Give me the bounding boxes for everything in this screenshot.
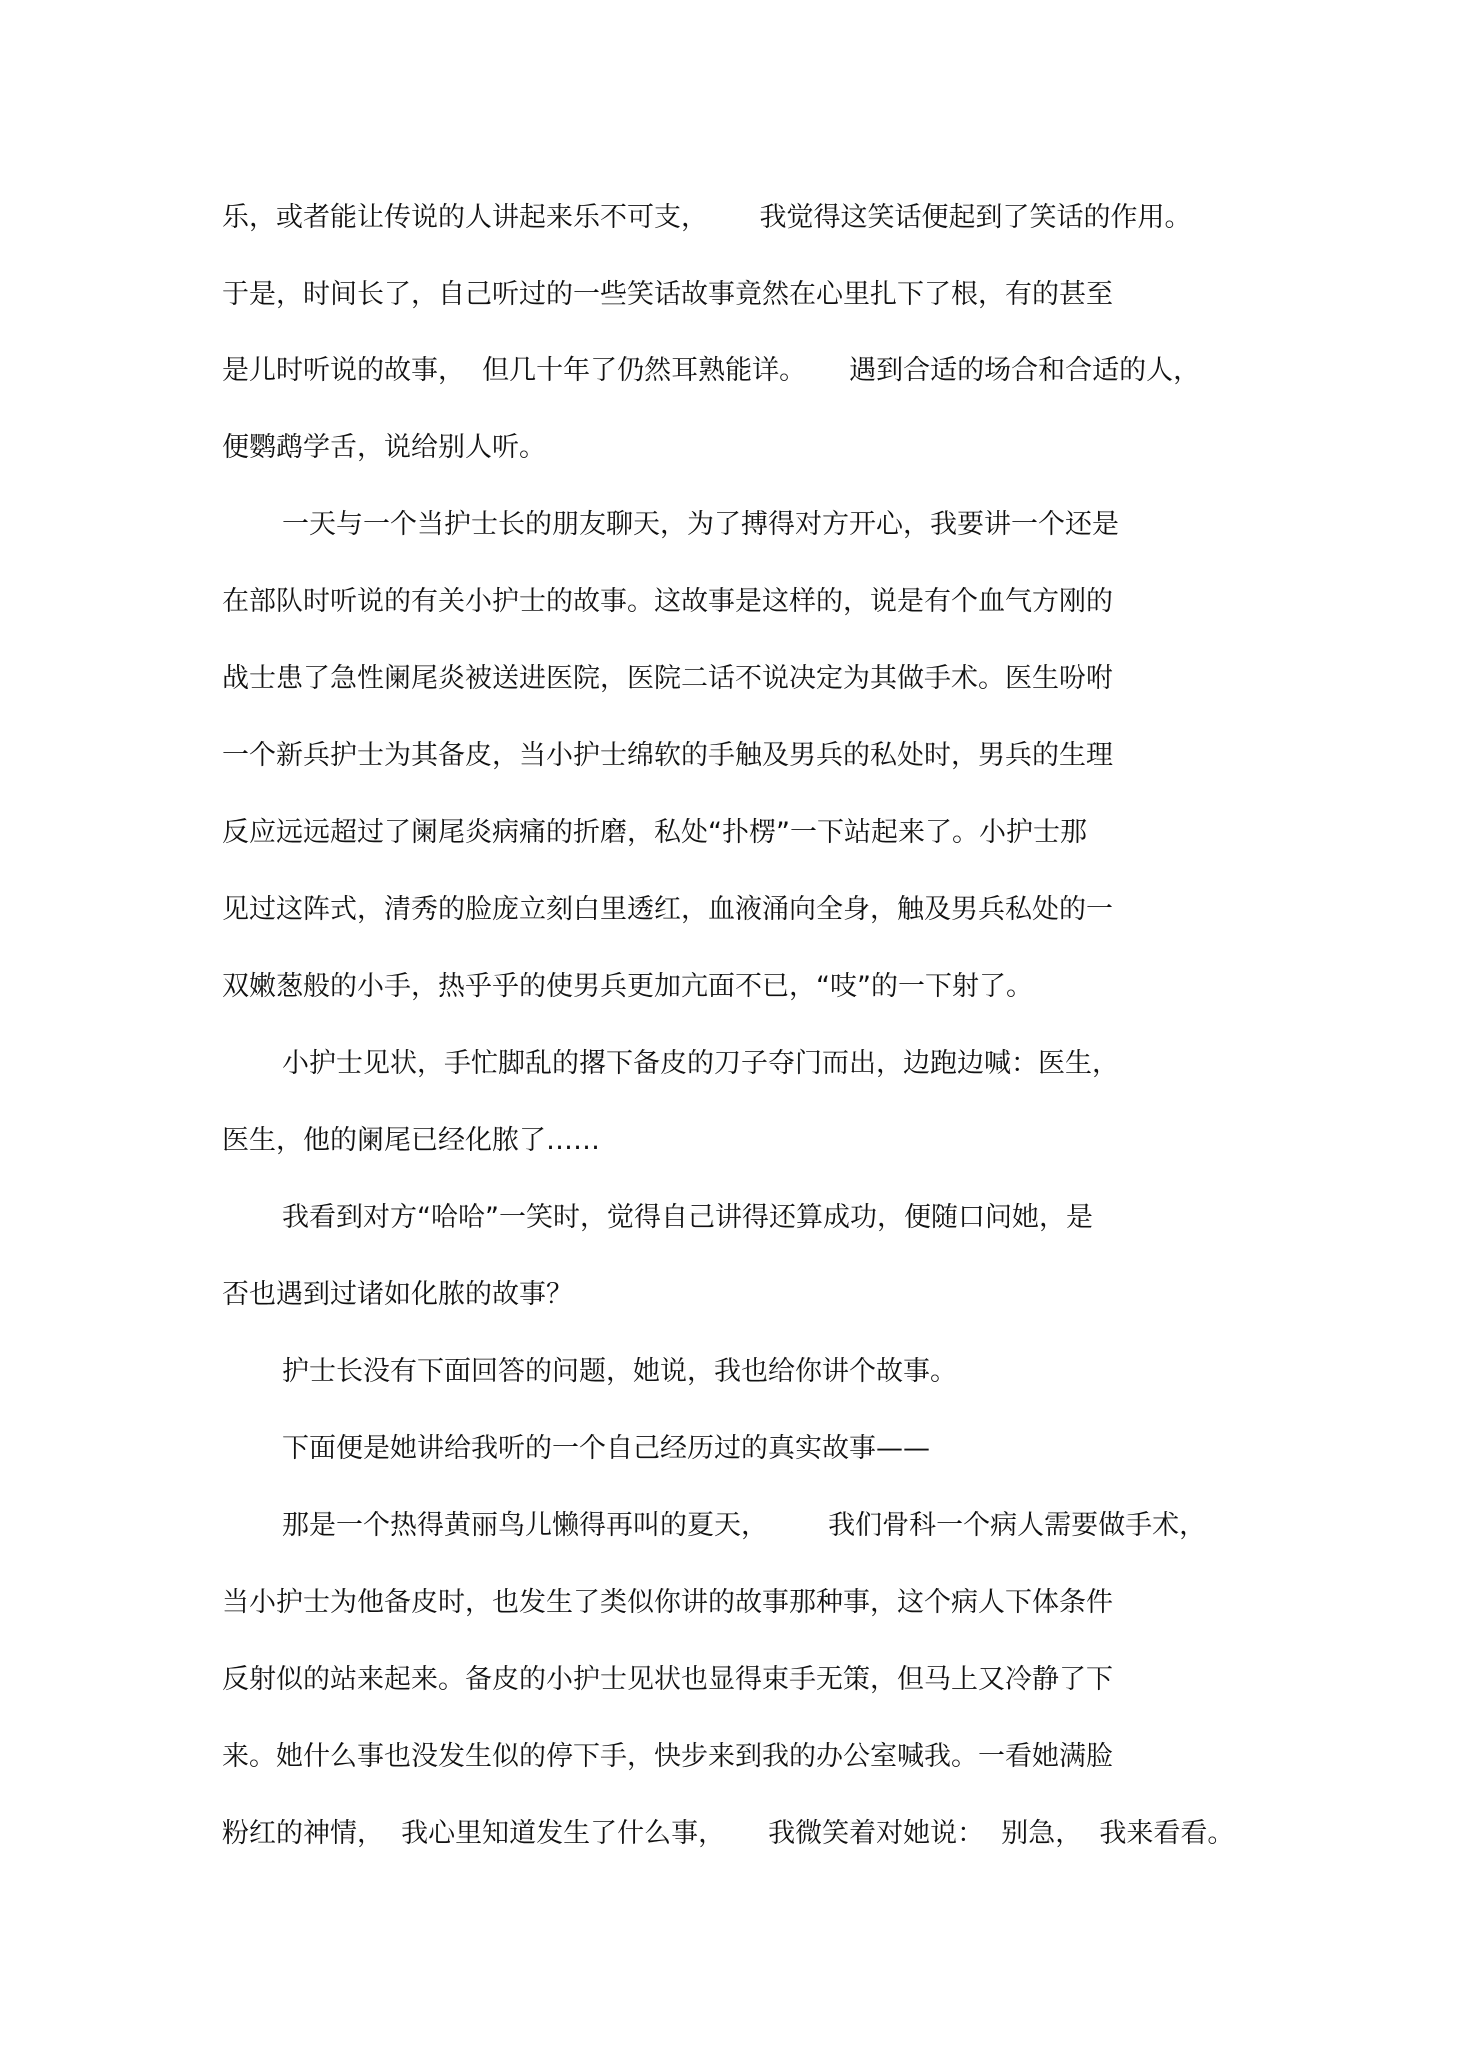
text-line: 在部队时听说的有关小护士的故事。这故事是这样的，说是有个血气方刚的 (222, 586, 1113, 617)
text-line: 于是，时间长了，自己听过的一些笑话故事竟然在心里扎下了根，有的甚至 (222, 279, 1113, 310)
text-line: 医生，他的阑尾已经化脓了…… (222, 1125, 600, 1156)
text-line: 乐，或者能让传说的人讲起来乐不可支， 我觉得这笑话便起到了笑话的作用。 (222, 202, 1192, 233)
text-line: 双嫩葱般的小手，热乎乎的使男兵更加亢面不已，“吱”的一下射了。 (222, 971, 1033, 1002)
text-line: 否也遇到过诸如化脓的故事？ (222, 1279, 573, 1310)
text-line: 粉红的神情， 我心里知道发生了什么事， 我微笑着对她说： 别急， 我来看看。 (222, 1818, 1235, 1849)
text-line: 反射似的站来起来。备皮的小护士见状也显得束手无策，但马上又冷静了下 (222, 1664, 1113, 1695)
text-line: 来。她什么事也没发生似的停下手，快步来到我的办公室喊我。一看她满脸 (222, 1741, 1113, 1772)
text-line: 反应远远超过了阑尾炎病痛的折磨，私处“扑楞”一下站起来了。小护士那 (222, 817, 1087, 848)
text-line: 一天与一个当护士长的朋友聊天，为了搏得对方开心，我要讲一个还是 (282, 509, 1119, 540)
text-line: 战士患了急性阑尾炎被送进医院，医院二话不说决定为其做手术。医生吩咐 (222, 663, 1113, 694)
text-line: 护士长没有下面回答的问题，她说，我也给你讲个故事。 (282, 1356, 957, 1387)
text-line: 便鹦鹉学舌，说给别人听。 (222, 432, 546, 463)
text-line: 我看到对方“哈哈”一笑时，觉得自己讲得还算成功，便随口问她，是 (282, 1202, 1093, 1233)
text-line: 是儿时听说的故事， 但几十年了仍然耳熟能详。 遇到合适的场合和合适的人， (222, 355, 1201, 386)
text-line: 下面便是她讲给我听的一个自己经历过的真实故事—— (282, 1433, 930, 1464)
text-line: 那是一个热得黄丽鸟儿懒得再叫的夏天， 我们骨科一个病人需要做手术， (282, 1510, 1207, 1541)
text-line: 一个新兵护士为其备皮，当小护士绵软的手触及男兵的私处时，男兵的生理 (222, 740, 1113, 771)
text-line: 见过这阵式，清秀的脸庞立刻白里透红，血液涌向全身，触及男兵私处的一 (222, 894, 1113, 925)
text-line: 当小护士为他备皮时，也发生了类似你讲的故事那种事，这个病人下体条件 (222, 1587, 1113, 1618)
text-line: 小护士见状，手忙脚乱的撂下备皮的刀子夺门而出，边跑边喊：医生， (282, 1048, 1119, 1079)
